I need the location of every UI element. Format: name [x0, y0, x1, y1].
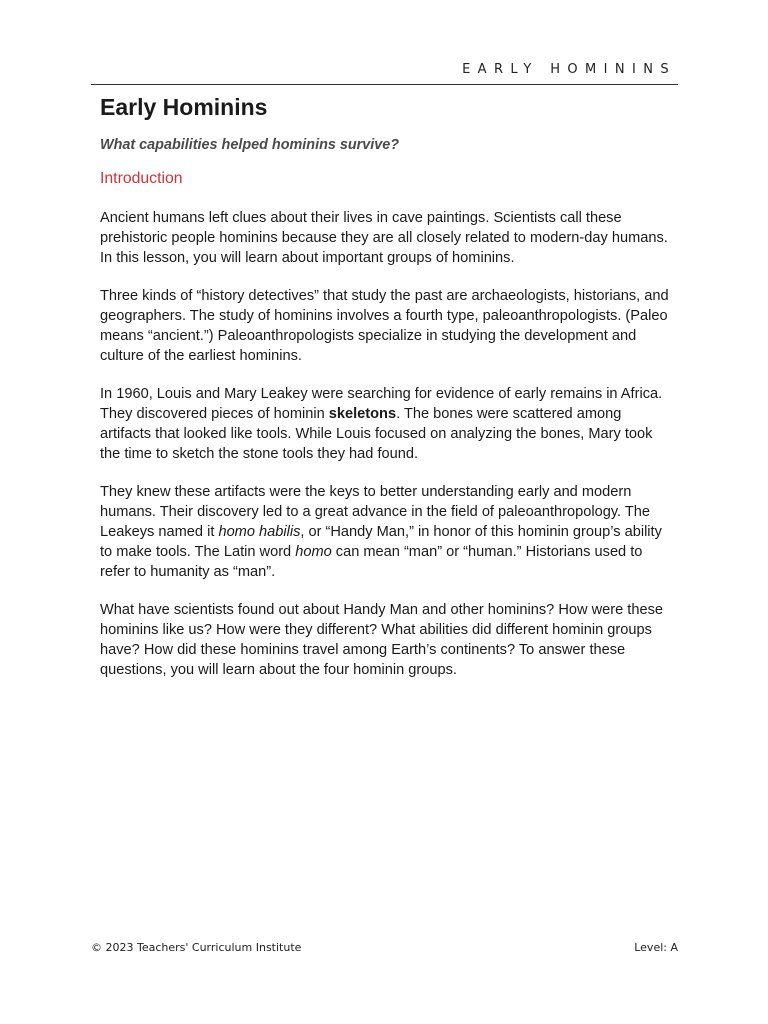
text-segment: In 1960, Louis and Mary Leakey were searching for evidence of early remains in Africa. They discovered pieces of hominin	[100, 386, 663, 422]
body-paragraph	[100, 482, 672, 582]
footer-level: Level: A	[634, 941, 678, 954]
body-paragraph	[100, 600, 672, 680]
text-segment: What have scientists found out about Handy Man and other hominins? How were these hominins like us? How were they different? What abilities did different hominin groups have? How did these hominins travel among Earth’s continents? To answer these questions, you will learn about the four hominin groups.	[100, 602, 663, 678]
text-segment: , or “Handy Man,” in honor of this hominin group’s ability to make tools. The Latin word	[100, 524, 662, 560]
body-paragraph	[100, 384, 672, 464]
header-divider	[91, 84, 678, 85]
section-heading-introduction: Introduction	[100, 170, 183, 187]
bold-term: skeletons	[328, 406, 397, 422]
document-body	[100, 92, 672, 680]
text-segment: Three kinds of “history detectives” that study the past are archaeologists, historians, and geographers. The study of hominins involves a fourth type, paleoanthropologists. (Paleo means “ancient.”) Paleoanthropologists specialize in studying the development and culture of the earliest hominins.	[100, 288, 669, 364]
italic-term: homo habilis	[218, 524, 301, 540]
page-title: Early Hominins	[100, 94, 268, 120]
text-segment: Ancient humans left clues about their lives in cave paintings. Scientists call these prehistoric people hominins because they are all closely related to modern-day humans. In this lesson, you will learn about important groups of hominins.	[100, 210, 668, 266]
paragraph-list	[100, 208, 672, 680]
text-segment: They knew these artifacts were the keys to better understanding early and modern humans. Their discovery led to a great advance in the field of paleoanthropology. The Leakeys named it	[100, 484, 651, 540]
text-segment: . The bones were scattered among artifacts that looked like tools. While Louis focused on analyzing the bones, Mary took the time to sketch the stone tools they had found.	[100, 406, 653, 462]
text-segment: can mean “man” or “human.” Historians used to refer to humanity as “man”.	[100, 544, 643, 580]
body-paragraph	[100, 208, 672, 268]
essential-question: What capabilities helped hominins survive?	[100, 137, 400, 153]
italic-term: homo	[295, 544, 332, 560]
body-paragraph	[100, 286, 672, 366]
running-header: EARLY HOMININS	[462, 62, 676, 77]
footer-copyright: © 2023 Teachers' Curriculum Institute	[91, 941, 302, 954]
